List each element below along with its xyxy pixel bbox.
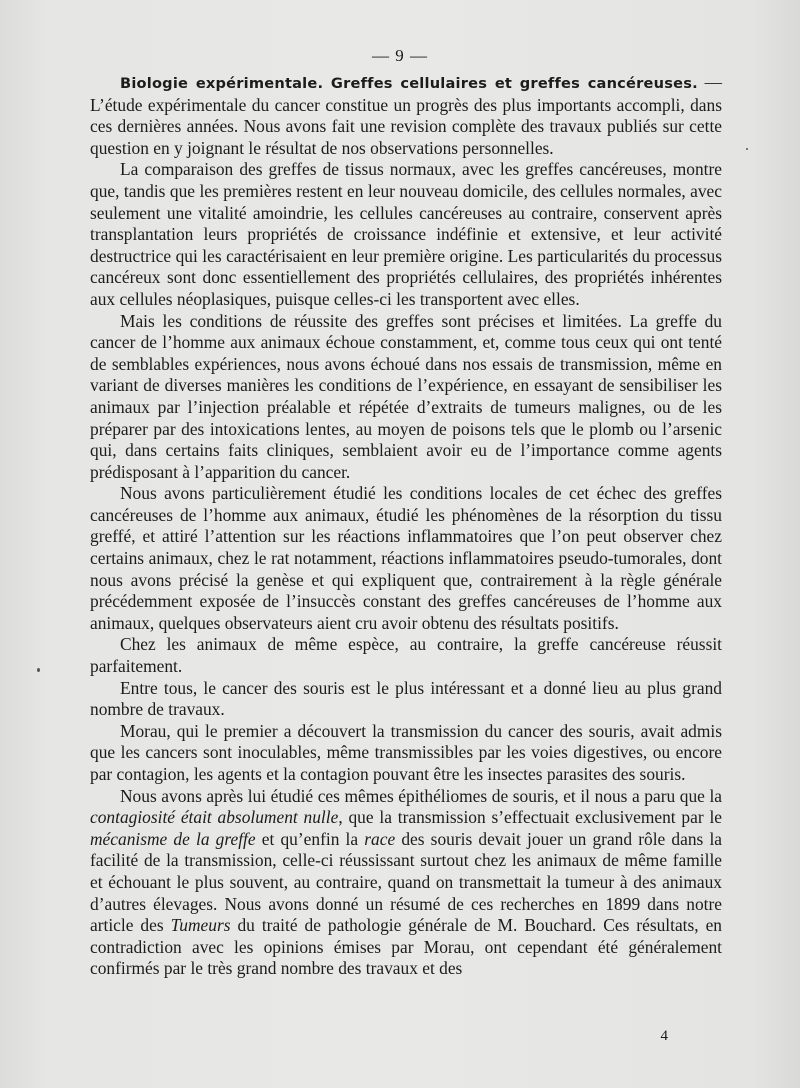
paragraph-7: Morau, qui le premier a découvert la transmission du cancer des souris, avait admis que les cancers sont inoculables, même transmissibles par les voies digestives, ou encore par contagion, les agents et la contagion pouvant être les insectes parasites des souris. [90,720,722,784]
paragraph-8-text-b: , que la transmission s’effectuait exclusivement par le [338,807,722,828]
paragraph-1 [90,72,722,159]
section-heading: Biologie expérimentale. Greffes cellulaires et greffes cancéreuses. [120,75,698,92]
paragraph-8-text-e: du traité de pathologie générale de M. Bouchard. Ces résultats, en contradiction avec les opinions émises par Morau, ont cependant été généralement confirmés par le très grand nombre des travaux et des [90,915,722,979]
paragraph-8-text-a: Nous avons après lui étudié ces mêmes épithéliomes de souris, et il nous a paru que la [120,785,722,806]
paragraph-1-text: — L’étude expérimentale du cancer constitue un progrès des plus importants accompli, dans ces dernières années. Nous avons fait une revision complète des travaux publiés sur cette question en y joignant le résultat de nos observations personnelles. [90,72,722,158]
paper-speck [37,668,40,672]
body-text [90,72,722,980]
signature-mark: 4 [660,1028,668,1044]
paragraph-8-text-d: des souris devait jouer un grand rôle dans la facilité de la transmission, celle-ci réussissant surtout chez les animaux de même famille et échouant le plus souvent, au contraire, quand on transmettait la tumeur à des animaux d’autres élevages. Nous avons donné un résumé de ces recherches en 1899 dans notre article des [90,828,723,936]
italic-word-race: race [364,828,396,849]
paper-speck [746,148,748,150]
paragraph-8 [90,786,722,980]
paragraph-8-text-c: et qu’enfin la [255,828,365,849]
italic-phrase-mecanisme: mécanisme de la greffe [90,828,256,849]
paragraph-3: Mais les conditions de réussite des greffes sont précises et limitées. La greffe du cancer de l’homme aux animaux échoue constamment, et, comme tous ceux qui ont tenté de semblables expériences, nous avons échoué dans nos essais de transmission, même en variant de diverses manières les conditions de l’expérience, en essayant de sensibiliser les animaux par l’injection préalable et répétée d’extraits de tumeurs malignes, ou de les préparer par des intoxications lentes, au moyen de poisons tels que le plomb ou l’arsenic qui, dans certains faits cliniques, semblaient avoir eu de l’importance comme agents prédisposant à l’apparition du cancer. [90,310,722,482]
italic-word-tumeurs: Tumeurs [170,915,231,936]
paragraph-6: Entre tous, le cancer des souris est le plus intéressant et a donné lieu au plus grand nombre de travaux. [90,677,722,720]
italic-phrase-contagiosite: contagiosité était absolument nulle [90,807,339,828]
paragraph-4: Nous avons particulièrement étudié les conditions locales de cet échec des greffes cancéreuses de l’homme aux animaux, étudié les phénomènes de la résorption du tissu greffé, et attiré l’attention sur les réactions inflammatoires que l’on peut observer chez certains animaux, chez le rat notamment, réactions inflammatoires pseudo-tumorales, dont nous avons précisé la genèse et qui expliquent que, contrairement à la règle générale précédemment exposée de l’insuccès constant des greffes cancéreuses de l’homme aux animaux, quelques observateurs aient cru avoir obtenu des résultats positifs. [90,483,722,633]
paragraph-2: La comparaison des greffes de tissus normaux, avec les greffes cancéreuses, montre que, tandis que les premières restent en leur nouveau domicile, des cellules normales, avec seulement une vitalité amoindrie, les cellules cancéreuses au contraire, conservent après transplantation leurs propriétés de croissance indéfinie et extensive, et leur activité destructrice qui les caractérisaient en leur première origine. Les particularités du processus cancéreux sont donc essentiellement des propriétés cellulaires, des propriétés inhérentes aux cellules néoplasiques, puisque celles-ci les transportent avec elles. [90,159,722,309]
paragraph-5: Chez les animaux de même espèce, au contraire, la greffe cancéreuse réussit parfaitement. [90,634,722,677]
page-number: — 9 — [372,46,428,65]
